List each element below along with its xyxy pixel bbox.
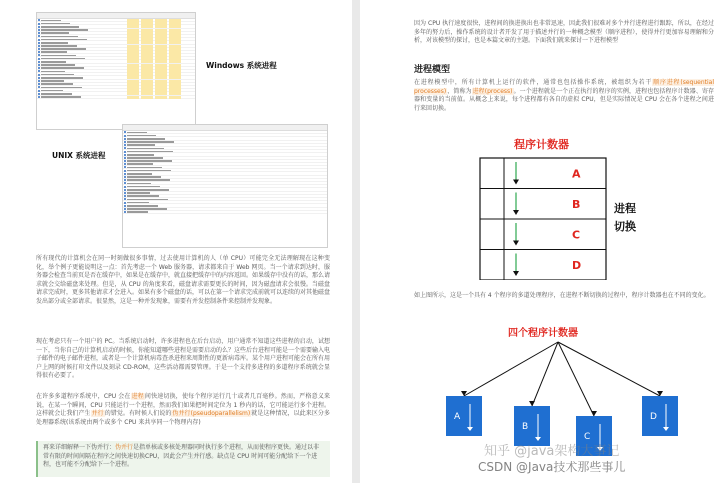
diagram1-process-label: B — [572, 197, 581, 211]
diagram2-connector — [464, 342, 558, 396]
highlight-process: 进程(process) — [472, 87, 513, 95]
zhihu-watermark: 知乎 @java架构大事记 — [484, 444, 620, 459]
text: 再来详细解释一下伪并行： — [43, 444, 116, 451]
highlight-sequential-processes: 顺序进程(sequential processes) — [414, 79, 714, 95]
diagram2-connector — [558, 342, 594, 416]
diagram2-connector — [558, 342, 660, 396]
diagram1-process-label: D — [572, 258, 582, 272]
diagram2-connector — [532, 342, 558, 406]
windows-process-screenshot — [36, 12, 196, 130]
text: 是指单核或多核处理器同时执行多个进程，从而使程序更快。通过以非常有限的时间间隔在程序之间快速切换CPU，因此会产生并行感。缺点是 CPU 时间可能分配给下一个进程，也可能不分配给下一个进程。 — [43, 444, 320, 469]
diagram2-title: 四个程序计数器 — [508, 328, 578, 339]
diagram2-connector-head — [591, 411, 597, 416]
paragraph-multiprogramming — [36, 393, 330, 427]
text: 间快速切换，使每个程序运行几十或者几百毫秒。然而，严格意义来说，在某一个瞬间，CPU 只能运行一个进程，然而我们如果把时间定位为 1 秒内的话，它可能运行多个进程。这样就会让我们产生 — [36, 393, 330, 418]
screenshot-row — [123, 211, 327, 214]
unix-process-screenshot — [122, 124, 328, 248]
unix-caption: UNIX 系统进程 — [52, 151, 106, 160]
text: 的错觉。有时候人们说的 — [104, 410, 172, 418]
text: 就是这种情况，以此来区分多处理器系统(该系统由两个或多个 CPU 来共享同一个物理内存) — [36, 410, 330, 426]
right-page — [360, 0, 720, 483]
paragraph-intro: 因为 CPU 执行速度很快，进程间的换进换出也非常迅速，因此我们很难对多个并行进程进行跟踪，所以，在经过多年的努力后，操作系统的设计者开发了用于描述并行的一种概念模型（顺序进程），使得并行更加容易理解和分析，对该模型的探讨，也是本篇文章的主题。下面我们就来探讨一下进程模型 — [414, 20, 714, 45]
left-page — [0, 0, 352, 483]
highlight-pseudoparallel: 伪并行 — [115, 444, 134, 451]
pseudoparallel-note — [36, 441, 330, 477]
program-counter-diagram — [460, 130, 680, 280]
diagram1-arrowhead — [513, 180, 519, 185]
text: ，简称为 — [447, 87, 472, 95]
section-heading: 进程模型 — [414, 65, 451, 75]
diagram1-arrowhead — [513, 241, 519, 246]
diagram1-process-label: C — [572, 228, 581, 242]
paragraph-concurrency: 所有现代的计算机会在同一时刻做很多事情，过去使用计算机的人（单 CPU）可能完全无法理解现在这种变化，举个例子更能说明这一点：首先考虑一个 Web 服务器，请求都来自于 Web 网页。当一个请求到达时，服务器会检查当前页是否在缓存中，如果是在缓存中，就直接把缓存中的内容返回。如果缓存中没有的话，那么请求就会交给磁盘来处理。但是，从 CPU 的角度来看，磁盘请求需要更长的时间，因为磁盘请求会很慢。当磁盘请求完成时，更多其他请求才会进入。如果有多个磁盘的话，可以在第一个请求完成前就可以连续的对其他磁盘发出部分或全部请求。很显然，这是一种并发现象，需要有并发控制条件来控制并发现象。 — [36, 255, 331, 305]
diagram2-process-label: A — [454, 412, 461, 422]
text: 在许多多道程序系统中，CPU 会在 — [36, 393, 131, 400]
diagram1-process-label: A — [572, 167, 581, 181]
text: 在进程模型中，所有计算机上运行的软件，通常也包括操作系统，被组织为若干 — [414, 79, 653, 86]
diagram1-arrowhead — [513, 210, 519, 215]
highlight-pseudoparallelism: 伪并行(pseudoparallelism) — [172, 410, 251, 418]
paragraph-process-model — [414, 79, 714, 113]
diagram1-arrowhead — [513, 271, 519, 276]
screenshot-row — [37, 96, 195, 99]
paragraph-single-user: 现在考虑只有一个用户的 PC。当系统启动时，许多进程也在后台启动，用户通常不知道这些进程的启动，试想一下，当你自己的计算机启动的时候，你能知道哪些进程是需要启动的么？这些后台进程可能是一个需要输入电子邮件的电子邮件进程，或者是一个计算机病毒查杀进程来周期性的更新病毒库。某个用户进程可能会在所有用户上网的时候打印文件以及刻录 CD-ROM，这些活动都需要管理。于是一个支持多进程的多道程序系统就会显得很有必要了。 — [36, 338, 331, 380]
text: 。一个进程就是一个正在执行的程序的实例，进程也包括程序计数器、寄存器和变量的当前值。从概念上来说，每个进程都有各自的虚拟 CPU，但是实际情况是 CPU 会在各个进程之间进行来回切换。 — [414, 87, 714, 112]
diagram1-title: 程序计数器 — [514, 138, 569, 151]
switch-label-2: 切换 — [614, 220, 636, 233]
paragraph-diagram-caption: 如上图所示，这是一个具有 4 个程序的多道处理程序，在进程不断切换的过程中，程序计数器也在不同的变化。 — [414, 292, 710, 299]
diagram2-process-label: D — [650, 412, 657, 422]
csdn-watermark: CSDN @Java技术那些事儿 — [478, 460, 626, 474]
diagram2-process-label: C — [584, 432, 591, 442]
diagram2-process-box — [642, 396, 678, 436]
highlight-parallel: 并行 — [91, 410, 104, 418]
switch-label-1: 进程 — [614, 202, 636, 215]
diagram2-process-box — [446, 396, 482, 436]
windows-caption: Windows 系统进程 — [206, 61, 277, 70]
diagram2-process-label: B — [522, 422, 529, 432]
diagram2-connector-head — [529, 401, 535, 406]
highlight-process: 进程 — [131, 393, 144, 400]
